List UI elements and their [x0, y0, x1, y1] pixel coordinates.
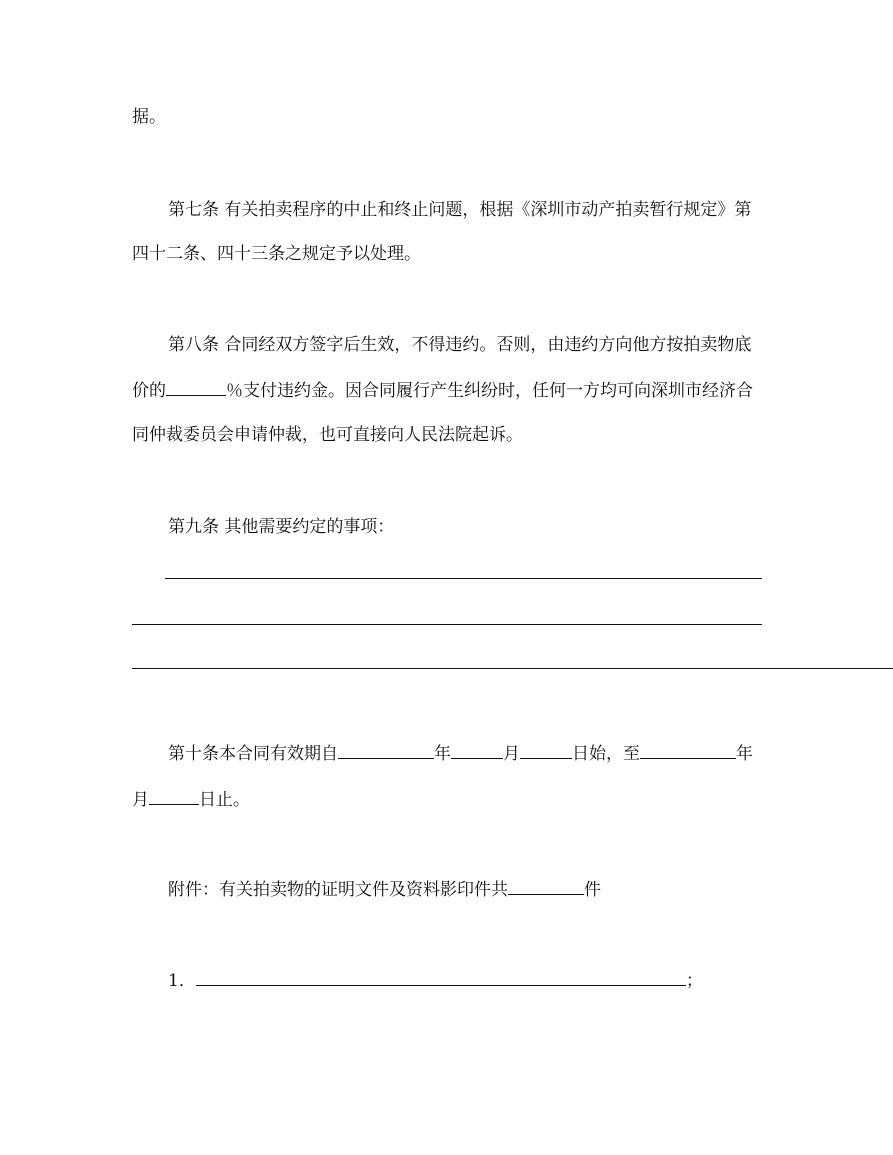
day-start-label: 日始，至 — [572, 744, 640, 764]
paragraph-text: 据。 — [132, 107, 166, 127]
article-10-line-2 — [132, 789, 250, 809]
article-7-text: 四十二条、四十三条之规定予以处理。 — [132, 244, 421, 264]
year-label: 年 — [434, 744, 451, 764]
item-number: 1． — [168, 971, 196, 991]
percent-blank[interactable] — [166, 380, 226, 396]
month-label: 月 — [132, 790, 149, 810]
article-9-blank-line-1[interactable] — [165, 578, 762, 579]
article-8-line-3 — [132, 425, 523, 445]
article-10-line-1 — [168, 743, 753, 763]
start-day-blank[interactable] — [520, 743, 572, 759]
article-7-text: 第七条 有关拍卖程序的中止和终止问题，根据《深圳市动产拍卖暂行规定》第 — [168, 200, 752, 220]
attachment-count-blank[interactable] — [508, 879, 584, 895]
start-month-blank[interactable] — [451, 743, 503, 759]
article-9-blank-line-3[interactable] — [132, 668, 893, 669]
end-year-blank[interactable] — [640, 743, 736, 759]
article-8-line-1 — [168, 335, 751, 355]
end-day-blank[interactable] — [149, 789, 199, 805]
article-9-line-1 — [168, 517, 394, 537]
start-year-blank[interactable] — [338, 743, 434, 759]
article-10-text: 第十条本合同有效期自 — [168, 744, 338, 764]
article-8-text: ％支付违约金。因合同履行产生纠纷时，任何一方均可向深圳市经济合 — [226, 381, 753, 401]
article-8-text: 同仲裁委员会申请仲裁，也可直接向人民法院起诉。 — [132, 425, 523, 445]
attachment-suffix: 件 — [584, 880, 601, 900]
item-1-blank[interactable] — [196, 970, 686, 986]
article-7-line-2 — [132, 244, 421, 264]
article-9-text: 第九条 其他需要约定的事项： — [168, 517, 395, 537]
attachment-item-1 — [168, 970, 703, 990]
attachment-text: 附件：有关拍卖物的证明文件及资料影印件共 — [168, 880, 508, 900]
article-8-text: 第八条 合同经双方签字后生效，不得违约。否则，由违约方向他方按拍卖物底 — [168, 335, 752, 355]
day-end-label: 日止。 — [199, 790, 250, 810]
year-label: 年 — [736, 744, 753, 764]
article-8-text: 价的 — [132, 381, 166, 401]
article-8-line-2 — [132, 380, 753, 400]
month-label: 月 — [503, 744, 520, 764]
article-7-line-1 — [168, 200, 751, 220]
paragraph-continuation — [132, 107, 166, 127]
attachment-line — [168, 879, 601, 899]
article-9-blank-line-2[interactable] — [132, 624, 762, 625]
item-end-punctuation: ； — [685, 971, 703, 991]
